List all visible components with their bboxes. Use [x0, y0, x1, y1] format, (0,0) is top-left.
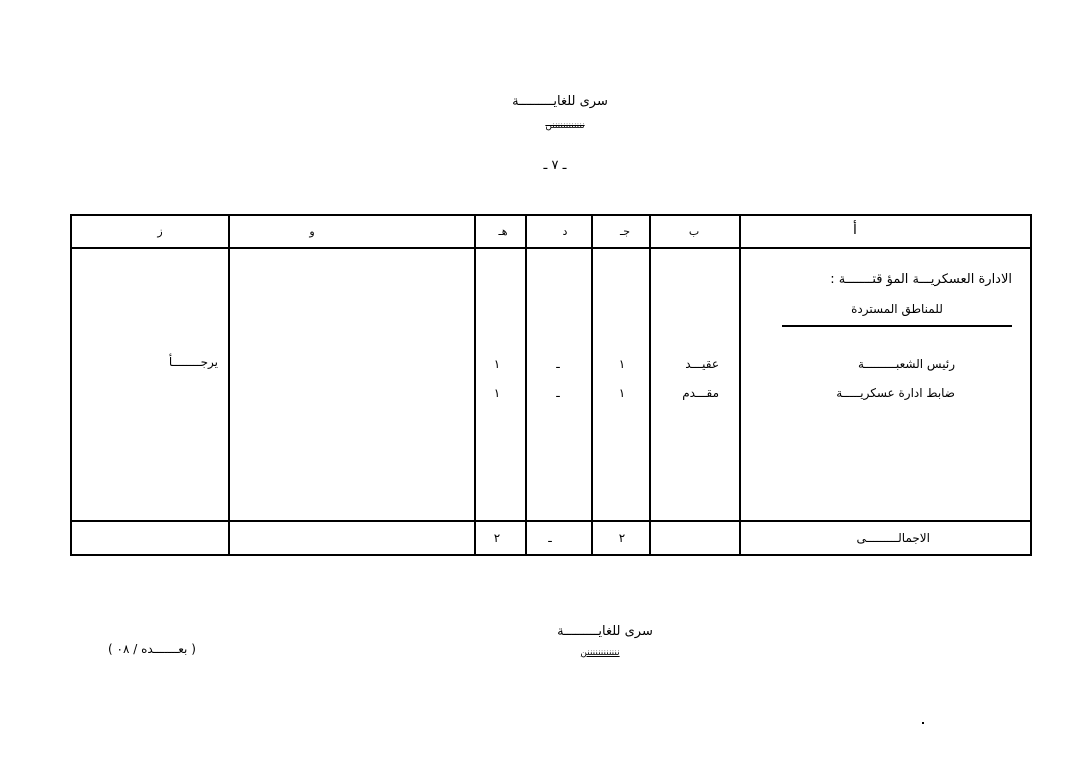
- column-header-j: جـ: [619, 225, 631, 238]
- row1-rank: عقيـــد: [685, 357, 719, 371]
- row2-position: ضابط ادارة عسكريـــــة: [836, 386, 955, 400]
- column-header-h: هـ: [498, 225, 508, 238]
- total-label: الاجمالـــــــــى: [856, 531, 930, 545]
- col-divider-j-b: [649, 214, 651, 556]
- total-count-j: ٢: [618, 531, 626, 545]
- column-header-w: و: [309, 225, 315, 238]
- section-subtitle: للمناطق المستردة: [851, 302, 943, 316]
- row2-rank: مقـــدم: [682, 386, 719, 400]
- col-divider-w-h: [474, 214, 476, 556]
- row1-position: رئيس الشعبـــــــــة: [857, 357, 955, 371]
- row2-count-h: ١: [493, 386, 501, 400]
- col-divider-z-w: [228, 214, 230, 556]
- total-count-d: ـ: [548, 531, 552, 545]
- classification-header: سرى للغايـــــــــة: [512, 94, 608, 109]
- continued-note: ( بعـــــــده / ٠٨ ): [108, 642, 196, 656]
- scan-speck: [922, 722, 924, 724]
- section-title: الادارة العسكريـــة المؤ قتـــــــة :: [830, 272, 1012, 287]
- column-header-z: ز: [157, 225, 163, 238]
- total-count-h: ٢: [493, 531, 501, 545]
- header-row-divider: [70, 247, 1032, 249]
- classification-footer-dots: ننننننننننننن: [580, 648, 620, 658]
- classification-header-dots: ننننننننننننن: [545, 121, 585, 131]
- row1-remark: يرجــــــــأ: [168, 355, 218, 369]
- row1-count-j: ١: [618, 357, 626, 371]
- col-divider-d-j: [591, 214, 593, 556]
- classification-footer: سرى للغايـــــــــة: [557, 624, 653, 639]
- total-row-divider: [70, 520, 1032, 522]
- row1-count-h: ١: [493, 357, 501, 371]
- page-number: ـ ٧ ـ: [543, 158, 567, 173]
- column-header-a: أ: [853, 222, 857, 238]
- row2-count-d: ـ: [556, 386, 560, 400]
- col-divider-b-a: [739, 214, 741, 556]
- col-divider-h-d: [525, 214, 527, 556]
- column-header-d: د: [562, 225, 568, 238]
- row2-count-j: ١: [618, 386, 626, 400]
- section-subtitle-underline: [782, 325, 1012, 327]
- table-frame: [70, 214, 1032, 556]
- row1-count-d: ـ: [556, 357, 560, 371]
- column-header-b: ب: [688, 225, 700, 238]
